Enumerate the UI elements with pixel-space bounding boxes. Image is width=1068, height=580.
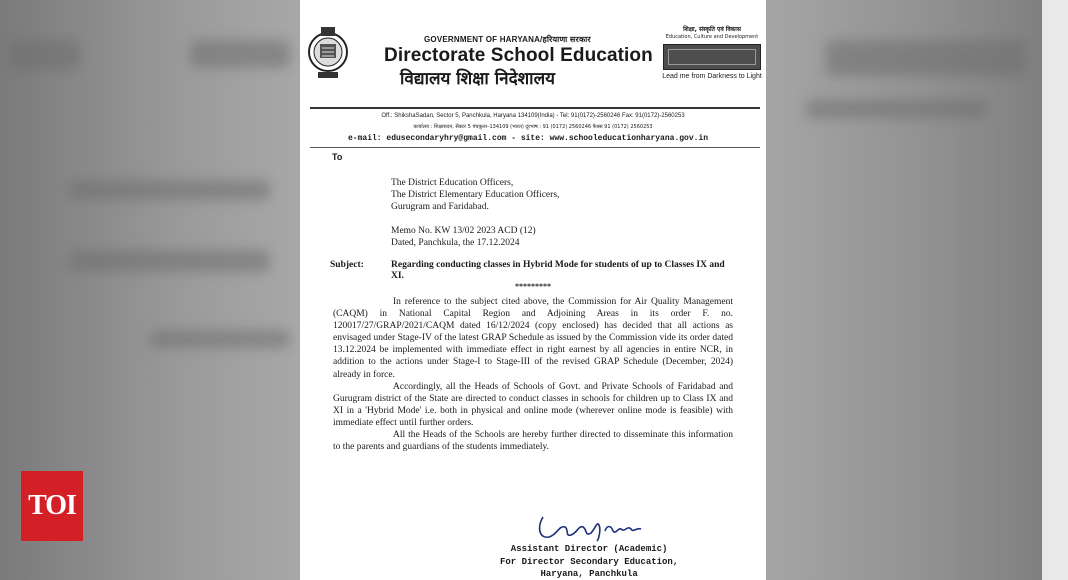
- signature-icon: [535, 513, 655, 543]
- logo-motto: Lead me from Darkness to Light: [662, 73, 762, 80]
- logo-hindi-text: शिक्षा, संस्कृति एवं विकास: [683, 26, 741, 33]
- memo-date: Dated, Panchkula, the 17.12.2024: [391, 238, 520, 248]
- signature-block: [500, 543, 678, 580]
- logo-emblem-icon: [663, 44, 761, 70]
- signature-line: Assistant Director (Academic): [510, 544, 668, 554]
- header-divider: [310, 107, 760, 109]
- signature-line: For Director Secondary Education,: [500, 556, 679, 567]
- government-label: GOVERNMENT OF HARYANA/हरियाणा सरकार: [424, 35, 591, 44]
- blurred-background-right: [766, 0, 1068, 580]
- toi-logo: TOI: [21, 471, 83, 541]
- office-address-hindi: कार्यालय : शिक्षासदन, सैक्टर 5 पंचकूला–134109 (भारत) दूरभाष : 91 (0172) 2560246 फैक्स 91 (0172) 2560253: [413, 124, 653, 130]
- memo-block: [391, 225, 536, 249]
- memo-number: Memo No. KW 13/02 2023 ACD (12): [391, 226, 536, 236]
- document-page: [300, 0, 766, 580]
- addressee-line: The District Education Officers,: [391, 178, 514, 188]
- to-label: To: [332, 152, 343, 162]
- subject-label: Subject:: [330, 260, 364, 270]
- address-divider: [310, 147, 760, 148]
- subject-text: Regarding conducting classes in Hybrid Mode for students of up to Classes IX and XI.: [391, 260, 725, 281]
- letter-body: [333, 296, 733, 453]
- office-address: Off.: ShikshaSadan, Sector 5, Panchkula, Haryana 134109(India) - Tel: 91(0172)-2560246 Fax: 91(0172)-2560253: [381, 113, 685, 119]
- body-paragraph: Accordingly, all the Heads of Schools of Govt. and Private Schools of Faridabad and Gurugram district of the State are directed to conduct classes in schools for children up to Class IX and XI in a 'Hybrid Mode' i.e. both in physical and online mode (wherever online mode is feasible) with immediate effect until further orders.: [333, 381, 733, 428]
- edge-strip: [1042, 0, 1068, 580]
- signature-line: Haryana, Panchkula: [540, 569, 638, 579]
- education-logo: [660, 25, 764, 80]
- separator-stars: *********: [515, 282, 551, 291]
- body-paragraph: In reference to the subject cited above, the Commission for Air Quality Management (CAQM) in National Capital Region and Adjoining Areas in its order F. no. 120017/27/GRAP/2021/CAQM dated 16/12/2024 (copy enclosed) has decided that all actions as envisaged under Stage-IV of the latest GRAP Schedule as issued by the Commission vide its order dated 13.12.2024 be implemented with immediate effect in right earnest by all agencies in entire NCR, in addition to the actions under Stage-I to Stage-III of the revised GRAP Schedule (December, 2024) already in force.: [333, 297, 733, 380]
- haryana-emblem-icon: [306, 22, 350, 82]
- directorate-title: Directorate School Education: [384, 45, 653, 66]
- addressee-block: [391, 177, 559, 213]
- addressee-line: Gurugram and Faridabad.: [391, 202, 489, 212]
- logo-english-text: Education, Culture and Development: [665, 34, 759, 40]
- email-site-line: e-mail: edusecondaryhry@gmail.com - site: www.schooleducationharyana.gov.in: [348, 134, 709, 143]
- body-paragraph: All the Heads of the Schools are hereby further directed to disseminate this information to the parents and guardians of the students immediately.: [333, 430, 733, 453]
- directorate-title-hindi: विद्यालय शिक्षा निदेशालय: [400, 69, 555, 89]
- addressee-line: The District Elementary Education Officers,: [391, 190, 560, 200]
